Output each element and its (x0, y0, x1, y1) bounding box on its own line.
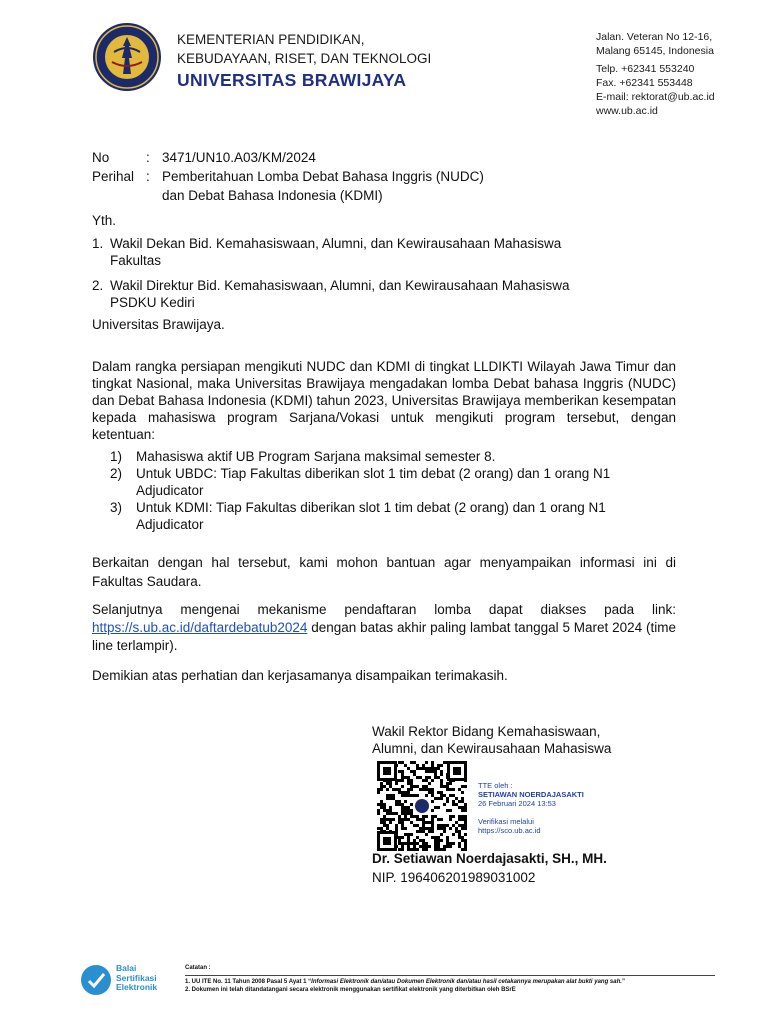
registration-text: Selanjutnya mengenai mekanisme pendaftaran lomba dapat diakses pada link: (92, 602, 676, 617)
number-separator: : (146, 150, 150, 165)
phone: Telp. +62341 553240 (596, 63, 695, 75)
recipient-number: 2. (92, 278, 104, 293)
bsre-logo (80, 962, 180, 998)
signatory-title-line2: Alumni, dan Kewirausahaan Mahasiswa (372, 741, 612, 756)
registration-deadline: dengan batas akhir paling lambat tanggal 5 Maret 2024 (time line terlampir). (92, 620, 676, 653)
notes-label: Catatan : (185, 965, 211, 971)
note-1: 1. UU ITE No. 11 Tahun 2008 Pasal 5 Ayat 1 “Informasi Elektronik dan/atau Dokumen Elektronik dan/atau hasil cetakannya merupakan alat bukti yang sah.” (185, 979, 625, 985)
signatory-title (372, 723, 611, 757)
condition-number: 2) (110, 466, 123, 481)
recipient-line2: Fakultas (110, 253, 162, 268)
recipient-item (92, 235, 692, 269)
condition-number: 3) (110, 500, 123, 515)
recipient-line1: Wakil Direktur Bid. Kemahasiswaan, Alumni, dan Kewirausahaan Mahasiswa (110, 278, 570, 293)
subject-row (92, 168, 692, 185)
number-label: No (92, 150, 110, 165)
ministry-line1: KEMENTERIAN PENDIDIKAN, (177, 32, 365, 47)
subject-line2: dan Debat Bahasa Indonesia (KDMI) (162, 188, 383, 203)
condition-text: Untuk KDMI: Tiap Fakultas diberikan slot 1 tim debat (2 orang) dan 1 orang N1 (136, 500, 606, 515)
qr-code[interactable] (375, 759, 469, 853)
condition-text-continued: Adjudicator (136, 483, 204, 498)
condition-item (110, 499, 676, 533)
note-2: 2. Dokumen ini telah ditandatangani secara elektronik menggunakan sertifikat elektronik yang diterbitkan oleh BSrE (185, 987, 516, 993)
letter-number: 3471/UN10.A03/KM/2024 (162, 150, 316, 165)
condition-text: Mahasiswa aktif UB Program Sarjana maksimal semester 8. (136, 449, 496, 464)
signatory-nip: NIP. 196406201989031002 (372, 870, 536, 885)
bsre-line1: Balai (116, 963, 137, 973)
recipient-list (92, 235, 692, 311)
ministry-line2: KEBUDAYAAN, RISET, DAN TEKNOLOGI (177, 51, 432, 66)
bsre-line3: Elektronik (116, 982, 158, 992)
email[interactable]: E-mail: rektorat@ub.ac.id (596, 91, 715, 103)
signatory-title-line1: Wakil Rektor Bidang Kemahasiswaan, (372, 724, 601, 739)
condition-text: Untuk UBDC: Tiap Fakultas diberikan slot 1 tim debat (2 orang) dan 1 orang N1 (136, 466, 611, 481)
bsre-line2: Sertifikasi (116, 972, 157, 983)
recipient-item (92, 277, 692, 311)
salutation: Yth. (92, 213, 117, 228)
university-name: UNIVERSITAS BRAWIJAYA (177, 70, 407, 90)
address-line1: Jalan. Veteran No 12-16, (596, 31, 713, 43)
fax: Fax. +62341 553448 (596, 77, 693, 89)
subject-separator: : (146, 169, 150, 184)
e-signature-info (478, 781, 584, 835)
condition-number: 1) (110, 449, 123, 464)
bsre-emblem-icon (80, 964, 112, 996)
university-logo (92, 22, 162, 92)
paragraph-request: Berkaitan dengan hal tersebut, kami mohon bantuan agar menyampaikan informasi ini di Fakultas Saudara. (92, 555, 676, 589)
letter-number-row (92, 149, 692, 166)
footer-notes (185, 964, 720, 994)
institution-header (177, 30, 431, 92)
signatory (372, 850, 607, 886)
address-line2: Malang 65145, Indonesia (596, 45, 714, 57)
paragraph-registration (92, 601, 676, 655)
condition-item (110, 448, 676, 465)
closing-sentence: Demikian atas perhatian dan kerjasamanya disampaikan terimakasih. (92, 668, 508, 683)
verify-url[interactable]: https://sco.ub.ac.id (478, 826, 541, 835)
subject-line1: Pemberitahuan Lomba Debat Bahasa Inggris (NUDC) (162, 169, 484, 184)
verify-label: Verifikasi melalui (478, 817, 534, 826)
recipient-line1: Wakil Dekan Bid. Kemahasiswaan, Alumni, dan Kewirausahaan Mahasiswa (110, 236, 562, 251)
tte-date: 26 Februari 2024 13:53 (478, 799, 556, 808)
intro-paragraph: Dalam rangka persiapan mengikuti NUDC dan KDMI di tingkat LLDIKTI Wilayah Jawa Timur dan tingkat Nasional, maka Universitas Brawijaya mengadakan lomba Debat bahasa Inggris (NUDC) dan Debat Bahasa Indonesia (KDMI) tahun 2023, Universitas Brawijaya memberikan kesempatan kepada mahasiswa program Sarjana/Vokasi untuk mengikuti program tersebut, dengan ketentuan: (92, 359, 676, 442)
recipient-organization: Universitas Brawijaya. (92, 317, 225, 332)
subject-label: Perihal (92, 169, 135, 184)
letter-meta (92, 149, 692, 204)
tte-label: TTE oleh : (478, 781, 513, 790)
signatory-name: Dr. Setiawan Noerdajasakti, SH., MH. (372, 851, 607, 866)
recipient-number: 1. (92, 236, 104, 251)
tte-signer: SETIAWAN NOERDAJASAKTI (478, 790, 584, 799)
recipient-line2: PSDKU Kediri (110, 295, 195, 310)
registration-link[interactable]: https://s.ub.ac.id/daftardebatub2024 (92, 620, 308, 635)
condition-text-continued: Adjudicator (136, 517, 204, 532)
website[interactable]: www.ub.ac.id (596, 105, 658, 117)
contact-block (596, 30, 715, 118)
condition-item (110, 465, 676, 499)
conditions-list (110, 448, 676, 533)
